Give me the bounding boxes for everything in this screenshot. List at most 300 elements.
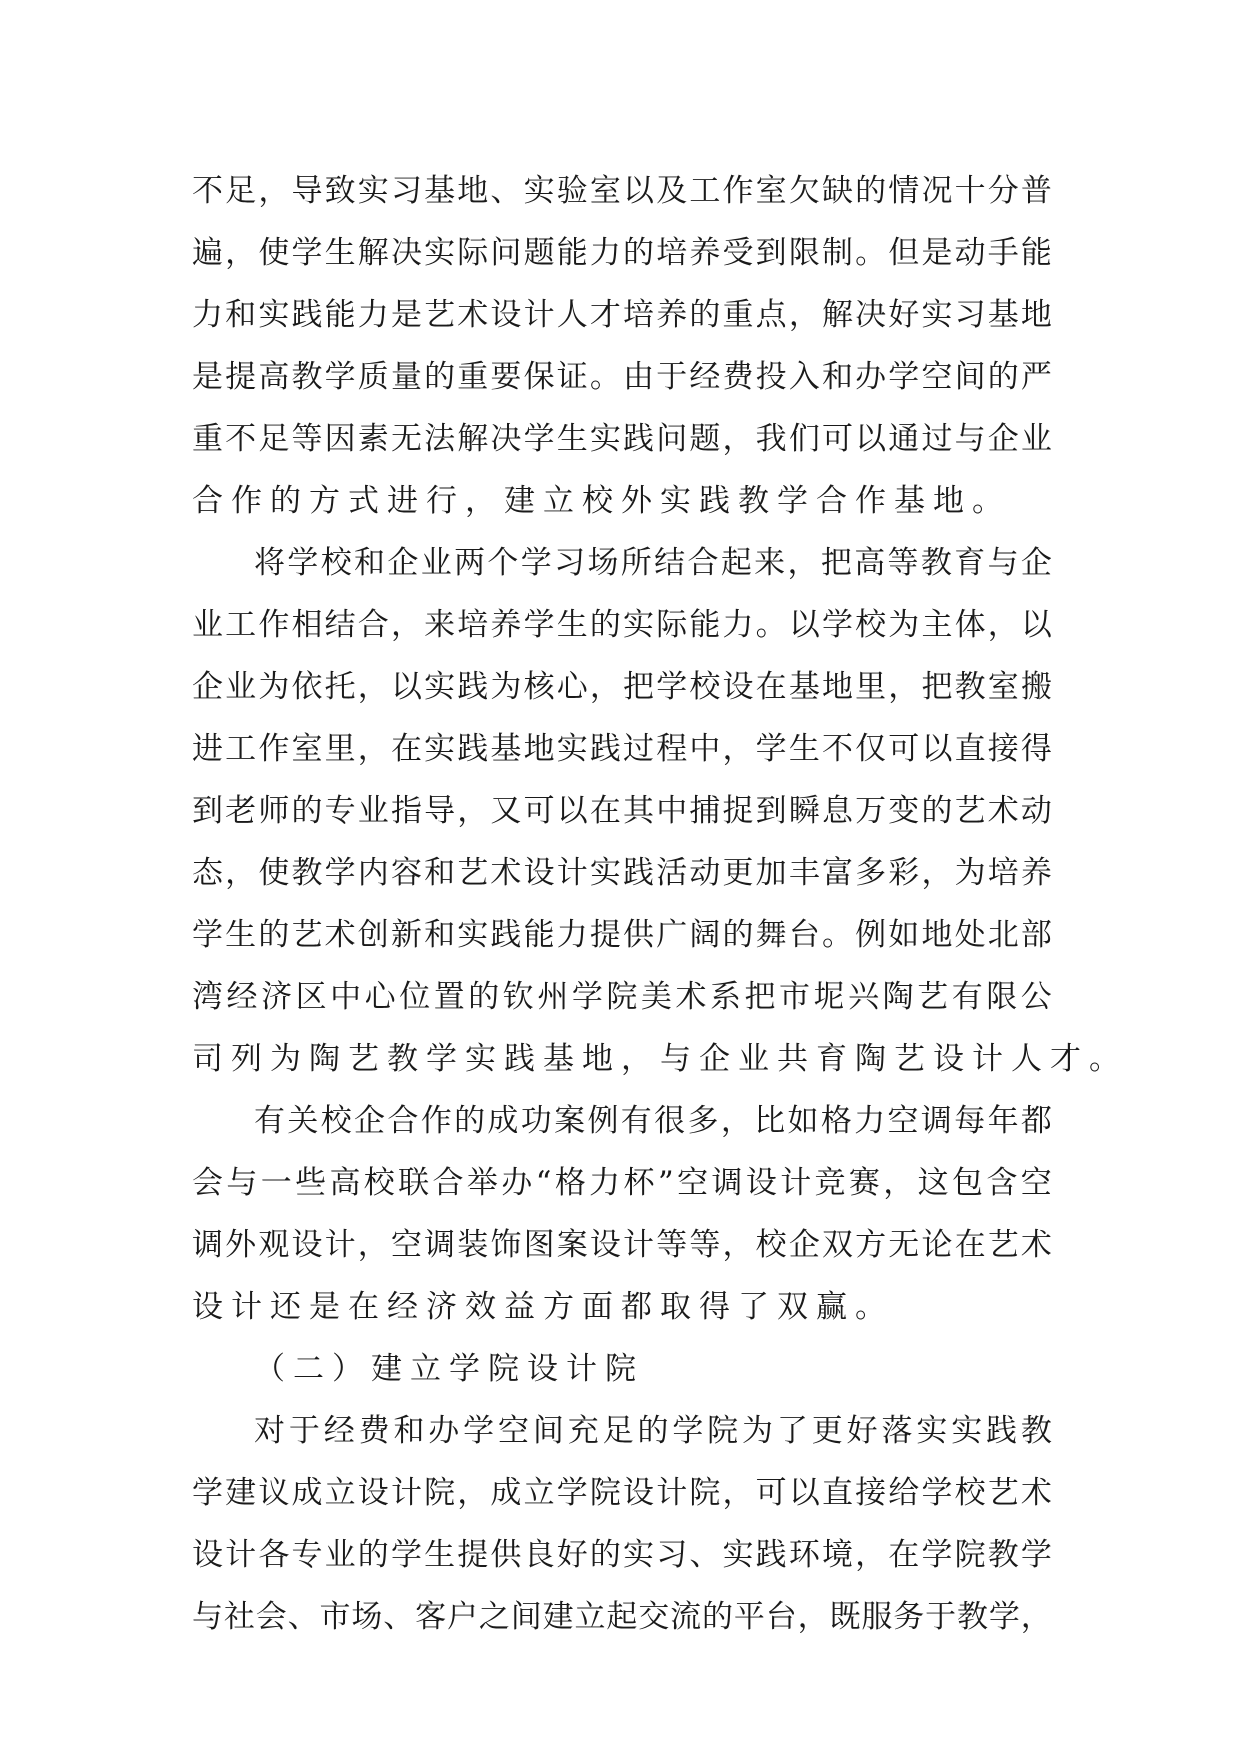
glyph: 计 bbox=[225, 1537, 257, 1573]
line-text bbox=[192, 1462, 1052, 1524]
glyph: 设 bbox=[192, 1537, 223, 1573]
glyph: 不 bbox=[821, 731, 853, 767]
glyph: 在 bbox=[390, 731, 422, 767]
glyph: 是 bbox=[390, 297, 422, 333]
line-text bbox=[192, 408, 1052, 470]
glyph: 部 bbox=[1020, 917, 1052, 953]
glyph: 调 bbox=[711, 1165, 743, 1201]
glyph: 术 bbox=[1020, 1227, 1052, 1263]
glyph: 法 bbox=[424, 421, 456, 457]
glyph: 态 bbox=[192, 855, 223, 891]
glyph: 到 bbox=[755, 235, 787, 271]
glyph: 内 bbox=[357, 855, 389, 891]
glyph: 里 bbox=[324, 731, 356, 767]
glyph: 良 bbox=[523, 1537, 555, 1573]
glyph: 学 bbox=[523, 421, 555, 457]
glyph: 力 bbox=[854, 1103, 886, 1139]
glyph: 的 bbox=[357, 1537, 389, 1573]
glyph: 每 bbox=[954, 1103, 986, 1139]
glyph: 提 bbox=[225, 359, 257, 395]
glyph: ， bbox=[258, 173, 290, 209]
glyph: 学 bbox=[672, 1413, 704, 1449]
glyph: 但 bbox=[888, 235, 920, 271]
glyph: 立 bbox=[523, 1475, 555, 1511]
glyph: 计 bbox=[390, 1475, 422, 1511]
glyph: 的 bbox=[722, 917, 754, 953]
glyph: 在 bbox=[888, 1537, 920, 1573]
glyph: 术 bbox=[675, 979, 707, 1015]
glyph: 高 bbox=[854, 545, 886, 581]
glyph: 设 bbox=[745, 1165, 777, 1201]
glyph: 提 bbox=[457, 1537, 489, 1573]
glyph: 生 bbox=[225, 917, 257, 953]
glyph: 如 bbox=[888, 917, 920, 953]
glyph: 校 bbox=[320, 545, 352, 581]
line-text bbox=[192, 904, 1052, 966]
glyph: 计 bbox=[556, 855, 588, 891]
glyph: 严 bbox=[1020, 359, 1052, 395]
glyph: 学 bbox=[287, 545, 319, 581]
glyph: 地 bbox=[523, 731, 555, 767]
glyph: 设 bbox=[523, 855, 555, 891]
body-text bbox=[192, 160, 1128, 1648]
glyph: ， bbox=[357, 731, 389, 767]
glyph: 市 bbox=[779, 979, 811, 1015]
glyph: 经 bbox=[689, 359, 721, 395]
glyph: 由 bbox=[623, 359, 655, 395]
line-text: 司列为陶艺教学实践基地，与企业共育陶艺设计人才。 bbox=[192, 1041, 1128, 1077]
glyph: 创 bbox=[357, 917, 389, 953]
line-text bbox=[192, 1152, 1052, 1214]
glyph: 充 bbox=[567, 1413, 599, 1449]
glyph: 养 bbox=[1020, 855, 1052, 891]
glyph: ” bbox=[657, 1165, 674, 1201]
glyph: 入 bbox=[788, 359, 820, 395]
glyph: 州 bbox=[537, 979, 569, 1015]
glyph: 有 bbox=[951, 979, 983, 1015]
glyph: 足 bbox=[602, 1413, 634, 1449]
glyph: 心 bbox=[364, 979, 396, 1015]
glyph: 来 bbox=[754, 545, 786, 581]
glyph: 量 bbox=[390, 359, 422, 395]
glyph: 艺 bbox=[987, 1475, 1019, 1511]
glyph: 足 bbox=[258, 421, 290, 457]
glyph: 及 bbox=[656, 173, 688, 209]
glyph: 包 bbox=[951, 1165, 983, 1201]
glyph: 艺 bbox=[291, 917, 323, 953]
glyph: 心 bbox=[556, 669, 588, 705]
glyph: 企 bbox=[1020, 545, 1052, 581]
glyph: 息 bbox=[821, 793, 853, 829]
glyph: 成 bbox=[490, 1475, 522, 1511]
text-line bbox=[192, 1214, 1052, 1276]
glyph: 的 bbox=[702, 1599, 733, 1635]
glyph: 校 bbox=[855, 607, 887, 643]
glyph: 问 bbox=[490, 235, 522, 271]
glyph: 饰 bbox=[490, 1227, 522, 1263]
glyph: 培 bbox=[987, 855, 1019, 891]
glyph: 工 bbox=[225, 731, 257, 767]
glyph: 力 bbox=[192, 297, 223, 333]
glyph: 教 bbox=[987, 1537, 1019, 1573]
glyph: 老 bbox=[225, 793, 257, 829]
glyph: 成 bbox=[487, 1103, 519, 1139]
line-text bbox=[192, 1214, 1052, 1276]
glyph: 生 bbox=[556, 607, 588, 643]
glyph: 空 bbox=[390, 1227, 422, 1263]
glyph: 万 bbox=[855, 793, 887, 829]
glyph: 习 bbox=[954, 297, 986, 333]
glyph: 为 bbox=[954, 855, 986, 891]
glyph: 起 bbox=[720, 545, 752, 581]
glyph: 捕 bbox=[689, 793, 721, 829]
glyph: 的 bbox=[424, 359, 456, 395]
glyph: 企 bbox=[788, 1227, 820, 1263]
glyph: 阔 bbox=[689, 917, 721, 953]
glyph: 接 bbox=[855, 1475, 887, 1511]
glyph: 所 bbox=[620, 545, 652, 581]
glyph: ， bbox=[787, 545, 819, 581]
text-line bbox=[192, 904, 1052, 966]
glyph: 空 bbox=[921, 359, 953, 395]
glyph: 容 bbox=[390, 855, 422, 891]
glyph: 程 bbox=[656, 731, 688, 767]
text-line bbox=[192, 408, 1052, 470]
glyph: 实 bbox=[916, 1413, 948, 1449]
text-line bbox=[192, 222, 1052, 284]
glyph: 和 bbox=[424, 917, 456, 953]
glyph: 致 bbox=[324, 173, 356, 209]
text-line bbox=[192, 1524, 1052, 1586]
text-line bbox=[192, 1152, 1052, 1214]
glyph: 起 bbox=[606, 1599, 638, 1635]
glyph: 。 bbox=[821, 917, 853, 953]
glyph: 际 bbox=[656, 607, 688, 643]
glyph: 含 bbox=[986, 1165, 1018, 1201]
glyph: ， bbox=[788, 297, 820, 333]
glyph: 术 bbox=[490, 855, 522, 891]
glyph: 以 bbox=[921, 731, 953, 767]
glyph: 遍 bbox=[192, 235, 223, 271]
glyph: 与 bbox=[954, 421, 986, 457]
glyph: 际 bbox=[457, 235, 489, 271]
glyph: 艺 bbox=[457, 855, 489, 891]
glyph: 之 bbox=[478, 1599, 510, 1635]
glyph: 专 bbox=[324, 793, 356, 829]
glyph: 经 bbox=[226, 979, 258, 1015]
glyph: 计 bbox=[523, 297, 555, 333]
glyph: 兴 bbox=[848, 979, 880, 1015]
glyph: 可 bbox=[821, 421, 853, 457]
text-line bbox=[192, 470, 1052, 532]
line-text bbox=[192, 842, 1052, 904]
glyph: 指 bbox=[390, 793, 422, 829]
glyph: 设 bbox=[722, 669, 754, 705]
glyph: 解 bbox=[357, 235, 389, 271]
glyph: 这 bbox=[917, 1165, 949, 1201]
glyph: 以 bbox=[855, 421, 887, 457]
text-line bbox=[192, 1462, 1052, 1524]
glyph: 场 bbox=[351, 1599, 383, 1635]
glyph: 导 bbox=[291, 173, 323, 209]
glyph: 好 bbox=[888, 297, 920, 333]
glyph: 活 bbox=[656, 855, 688, 891]
glyph: 成 bbox=[291, 1475, 323, 1511]
glyph: 、 bbox=[490, 173, 522, 209]
glyph: 格 bbox=[554, 1165, 586, 1201]
glyph: 题 bbox=[689, 421, 721, 457]
glyph: 培 bbox=[656, 235, 688, 271]
glyph: 到 bbox=[755, 793, 787, 829]
glyph: 制 bbox=[821, 235, 853, 271]
glyph: 作 bbox=[258, 607, 290, 643]
glyph: 力 bbox=[357, 297, 389, 333]
glyph: 习 bbox=[656, 1537, 688, 1573]
glyph: 以 bbox=[390, 669, 422, 705]
glyph: 主 bbox=[921, 607, 953, 643]
glyph: 托 bbox=[324, 669, 356, 705]
glyph: 可 bbox=[755, 1475, 787, 1511]
glyph: 搬 bbox=[1020, 669, 1052, 705]
glyph: ， bbox=[1020, 1599, 1052, 1635]
glyph: 、 bbox=[383, 1599, 415, 1635]
glyph: 。 bbox=[755, 607, 787, 643]
glyph: 通 bbox=[888, 421, 920, 457]
glyph: 、 bbox=[287, 1599, 319, 1635]
glyph: 境 bbox=[821, 1537, 853, 1573]
glyph: 设 bbox=[291, 1227, 323, 1263]
glyph: 养 bbox=[656, 297, 688, 333]
glyph: 学 bbox=[192, 1475, 223, 1511]
glyph: 企 bbox=[192, 669, 223, 705]
glyph: 学 bbox=[520, 545, 552, 581]
glyph: 作 bbox=[258, 731, 290, 767]
line-text bbox=[192, 718, 1052, 780]
glyph: 企 bbox=[354, 1103, 386, 1139]
glyph: 业 bbox=[225, 669, 257, 705]
glyph: 直 bbox=[954, 731, 986, 767]
glyph: 基 bbox=[788, 669, 820, 705]
glyph: 结 bbox=[324, 607, 356, 643]
glyph: 些 bbox=[295, 1165, 327, 1201]
glyph: 的 bbox=[291, 793, 323, 829]
glyph: 实 bbox=[556, 731, 588, 767]
glyph: 力 bbox=[589, 1165, 621, 1201]
glyph: 艺 bbox=[917, 979, 949, 1015]
glyph: 问 bbox=[656, 421, 688, 457]
line-text bbox=[192, 1586, 1052, 1648]
glyph: 来 bbox=[424, 607, 456, 643]
glyph: 业 bbox=[357, 793, 389, 829]
glyph: 我 bbox=[755, 421, 787, 457]
glyph: 办 bbox=[428, 1413, 460, 1449]
glyph: 赛 bbox=[848, 1165, 880, 1201]
glyph: 在 bbox=[755, 669, 787, 705]
glyph: 客 bbox=[415, 1599, 447, 1635]
glyph: 保 bbox=[523, 359, 555, 395]
text-line bbox=[192, 656, 1052, 718]
glyph: 动 bbox=[954, 235, 986, 271]
glyph: 院 bbox=[589, 1475, 621, 1511]
glyph: 实 bbox=[623, 607, 655, 643]
glyph: 于 bbox=[925, 1599, 957, 1635]
glyph: 解 bbox=[821, 297, 853, 333]
glyph: 举 bbox=[466, 1165, 498, 1201]
glyph: 联 bbox=[398, 1165, 430, 1201]
glyph: 生 bbox=[788, 731, 820, 767]
glyph: 双 bbox=[821, 1227, 853, 1263]
glyph: 落 bbox=[881, 1413, 913, 1449]
glyph: 图 bbox=[523, 1227, 555, 1263]
glyph: 践 bbox=[490, 917, 522, 953]
glyph: 是 bbox=[921, 235, 953, 271]
glyph: 进 bbox=[192, 731, 223, 767]
glyph: 能 bbox=[324, 297, 356, 333]
glyph: 教 bbox=[920, 545, 952, 581]
line-text bbox=[254, 1090, 1052, 1152]
glyph: 坭 bbox=[813, 979, 845, 1015]
glyph: 办 bbox=[855, 359, 887, 395]
glyph: 决 bbox=[855, 297, 887, 333]
glyph: 于 bbox=[656, 359, 688, 395]
glyph: 立 bbox=[574, 1599, 606, 1635]
glyph: 地 bbox=[457, 173, 489, 209]
glyph: 经 bbox=[323, 1413, 355, 1449]
glyph: ， bbox=[589, 669, 621, 705]
glyph: 一 bbox=[260, 1165, 292, 1201]
glyph: 情 bbox=[888, 173, 920, 209]
glyph: 设 bbox=[589, 1227, 621, 1263]
line-text bbox=[192, 594, 1052, 656]
glyph: 校 bbox=[320, 1103, 352, 1139]
glyph: 实 bbox=[424, 235, 456, 271]
glyph: 过 bbox=[921, 421, 953, 457]
glyph: 才 bbox=[589, 297, 621, 333]
glyph: 舞 bbox=[755, 917, 787, 953]
glyph: 足 bbox=[225, 173, 257, 209]
glyph: ， bbox=[457, 1475, 489, 1511]
text-line bbox=[192, 966, 1052, 1028]
glyph: 又 bbox=[490, 793, 522, 829]
line-text bbox=[192, 966, 1052, 1028]
glyph: 培 bbox=[623, 297, 655, 333]
glyph: 两 bbox=[454, 545, 486, 581]
glyph: 院 bbox=[606, 979, 638, 1015]
glyph: 等 bbox=[656, 1227, 688, 1263]
glyph: 如 bbox=[787, 1103, 819, 1139]
glyph: 学 bbox=[821, 607, 853, 643]
glyph: 合 bbox=[357, 607, 389, 643]
glyph: 作 bbox=[722, 173, 754, 209]
glyph: 的 bbox=[987, 359, 1019, 395]
glyph: 以 bbox=[623, 173, 655, 209]
glyph: 间 bbox=[954, 359, 986, 395]
glyph: 广 bbox=[656, 917, 688, 953]
glyph: 的 bbox=[468, 979, 500, 1015]
glyph: 习 bbox=[554, 545, 586, 581]
glyph: 重 bbox=[192, 421, 223, 457]
glyph: 好 bbox=[846, 1413, 878, 1449]
glyph: ， bbox=[797, 1599, 829, 1635]
glyph: ， bbox=[722, 1227, 754, 1263]
glyph: 供 bbox=[623, 917, 655, 953]
glyph: 专 bbox=[291, 1537, 323, 1573]
glyph: 业 bbox=[420, 545, 452, 581]
text-line bbox=[192, 1276, 1052, 1338]
glyph: 观 bbox=[258, 1227, 290, 1263]
glyph: 各 bbox=[258, 1537, 290, 1573]
glyph: 。 bbox=[589, 359, 621, 395]
glyph: 限 bbox=[986, 979, 1018, 1015]
glyph: 地 bbox=[921, 917, 953, 953]
glyph: 户 bbox=[447, 1599, 478, 1635]
glyph: 实 bbox=[921, 297, 953, 333]
glyph: 术 bbox=[987, 793, 1019, 829]
glyph: 能 bbox=[689, 607, 721, 643]
glyph: 竞 bbox=[814, 1165, 846, 1201]
glyph: 校 bbox=[954, 1475, 986, 1511]
glyph: 费 bbox=[722, 359, 754, 395]
glyph: 议 bbox=[258, 1475, 290, 1511]
glyph: 交 bbox=[638, 1599, 670, 1635]
glyph: 素 bbox=[357, 421, 389, 457]
glyph: ， bbox=[855, 1537, 887, 1573]
glyph: 质 bbox=[357, 359, 389, 395]
glyph: 作 bbox=[420, 1103, 452, 1139]
glyph: 间 bbox=[532, 1413, 564, 1449]
glyph: 学 bbox=[755, 731, 787, 767]
glyph: 院 bbox=[707, 1413, 739, 1449]
glyph: 把 bbox=[623, 669, 655, 705]
glyph: 使 bbox=[258, 235, 290, 271]
glyph: 艺 bbox=[954, 793, 986, 829]
text-line bbox=[192, 284, 1052, 346]
glyph: 的 bbox=[589, 607, 621, 643]
glyph: 解 bbox=[457, 421, 489, 457]
glyph: 实 bbox=[424, 669, 456, 705]
glyph: 台 bbox=[765, 1599, 797, 1635]
glyph: 新 bbox=[390, 917, 422, 953]
glyph: 实 bbox=[457, 917, 489, 953]
glyph: 等 bbox=[887, 545, 919, 581]
glyph: 术 bbox=[457, 297, 489, 333]
glyph: 提 bbox=[589, 917, 621, 953]
glyph: 陶 bbox=[882, 979, 914, 1015]
glyph: ， bbox=[390, 607, 422, 643]
text-line bbox=[192, 718, 1052, 780]
glyph: 教 bbox=[954, 669, 986, 705]
glyph: 实 bbox=[589, 421, 621, 457]
glyph: 与 bbox=[226, 1165, 258, 1201]
glyph: 个 bbox=[487, 545, 519, 581]
glyph: 环 bbox=[788, 1537, 820, 1573]
line-text bbox=[192, 222, 1052, 284]
glyph: 中 bbox=[330, 979, 362, 1015]
glyph: 的 bbox=[855, 173, 887, 209]
glyph: 学 bbox=[1020, 1537, 1052, 1573]
glyph: 与 bbox=[987, 545, 1019, 581]
glyph: 实 bbox=[258, 297, 290, 333]
glyph: 北 bbox=[987, 917, 1019, 953]
glyph: 得 bbox=[1020, 731, 1052, 767]
glyph: 室 bbox=[589, 173, 621, 209]
glyph: 很 bbox=[654, 1103, 686, 1139]
glyph: 验 bbox=[556, 173, 588, 209]
heading-text: （二）建立学院设计院 bbox=[254, 1351, 644, 1387]
glyph: 过 bbox=[623, 731, 655, 767]
glyph: 的 bbox=[689, 297, 721, 333]
glyph: ， bbox=[720, 1103, 752, 1139]
